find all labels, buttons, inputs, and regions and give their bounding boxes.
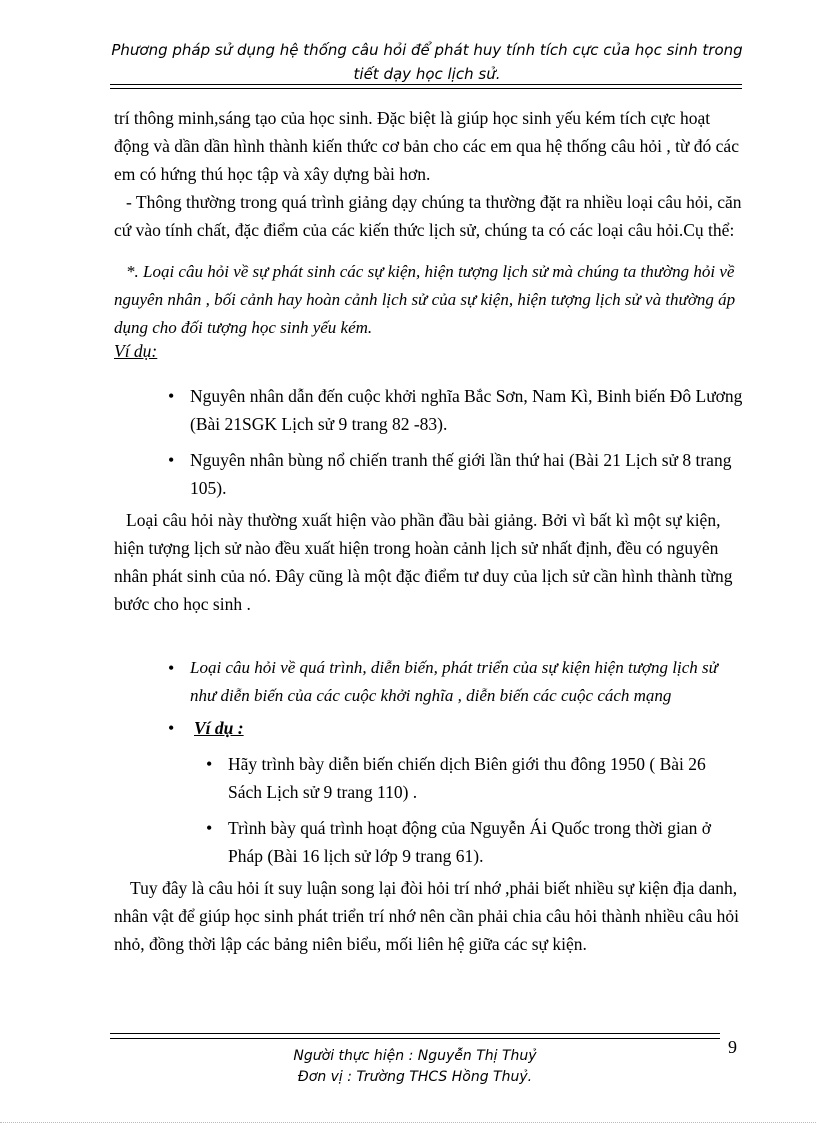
bullet-item-2 [168,446,744,502]
footer-unit: Đơn vị : Trường THCS Hồng Thuỷ. [297,1069,533,1085]
footer-author: Người thực hiện : Nguyễn Thị Thuỷ [293,1048,537,1064]
bullet-icon: • [168,658,175,678]
bullet-icon: • [168,450,175,470]
bullet-text-4: Hãy trình bày diễn biến chiến dịch Biên giới thu đông 1950 ( Bài 26 Sách Lịch sử 9 trang 110) . [228,754,706,802]
header-line-1: Phương pháp sử dụng hệ thống câu hỏi để phát huy tính tích cực của học sinh trong [111,41,743,59]
header-line-2: tiết dạy học lịch sử. [353,65,501,83]
bullet-icon: • [168,718,175,738]
header-rule-top [110,84,742,85]
footer-rule-top [110,1033,720,1034]
footer-rule-bottom [110,1038,720,1039]
document-body [114,104,744,958]
bullet-icon: • [206,818,213,838]
bullet-text-5: Trình bày quá trình hoạt động của Nguyễn Ái Quốc trong thời gian ở Pháp (Bài 16 lịch sử lớp 9 trang 61). [228,818,712,866]
example-label-2: Ví dụ : [194,718,244,738]
page-number: 9 [728,1037,737,1057]
bullet-text-1: Nguyên nhân dẫn đến cuộc khởi nghĩa Bắc Sơn, Nam Kì, Binh biến Đô Lương (Bài 21SGK Lịch sử 9 trang 82 -83). [190,386,743,434]
bullet-icon: • [168,386,175,406]
bullet-item-vidu [168,714,744,742]
example-label-1: Ví dụ: [114,341,158,361]
bullet-text-3: Loại câu hỏi về quá trình, diễn biến, phát triển của sự kiện hiện tượng lịch sử như diễn biến của các cuộc khởi nghĩa , diễn biến các cuộc cách mạng [190,658,718,705]
page-header [110,38,744,86]
bullet-item-1 [168,382,744,438]
bullet-text-2: Nguyên nhân bùng nổ chiến tranh thế giới lần thứ hai (Bài 21 Lịch sử 8 trang 105). [190,450,732,498]
paragraph-2: - Thông thường trong quá trình giảng dạy chúng ta thường đặt ra nhiều loại câu hỏi, căn cứ vào tính chất, đặc điểm của các kiến thức lịch sử, chúng ta có các loại câu hỏi.Cụ thể: [114,192,742,240]
bullet-item-5 [206,814,744,870]
paragraph-5: Tuy đây là câu hỏi ít suy luận song lại đòi hỏi trí nhớ ,phải biết nhiều sự kiện địa danh, nhân vật để giúp học sinh phát triển trí nhớ nên cần phải chia câu hỏi thành nhiều câu hỏi nhỏ, đồng thời lập các bảng niên biểu, mối liên hệ giữa các sự kiện. [114,878,739,954]
bullet-item-4 [206,750,744,806]
header-rule-bottom [110,88,742,89]
page-footer [110,1046,720,1088]
paragraph-1: trí thông minh,sáng tạo của học sinh. Đặc biệt là giúp học sinh yếu kém tích cực hoạt động và dần dần hình thành kiến thức cơ bản cho các em qua hệ thống câu hỏi , từ đó các em có hứng thú học tập và xây dựng bài hơn. [114,108,739,184]
paragraph-4: Loại câu hỏi này thường xuất hiện vào phần đầu bài giảng. Bởi vì bất kì một sự kiện, hiện tượng lịch sử nào đều xuất hiện trong hoàn cảnh lịch sử nhất định, đều có nguyên nhân phát sinh của nó. Đây cũng là một đặc điểm tư duy của lịch sử cần hình thành từng bước cho học sinh . [114,510,733,614]
paragraph-3-italic: *. Loại câu hỏi về sự phát sinh các sự kiện, hiện tượng lịch sử mà chúng ta thường hỏi về nguyên nhân , bối cảnh hay hoàn cảnh lịch sử của sự kiện, hiện tượng lịch sử và thường áp dụng cho đối tượng học sinh yếu kém. [114,262,736,337]
bullet-item-3 [168,654,744,710]
bullet-icon: • [206,754,213,774]
